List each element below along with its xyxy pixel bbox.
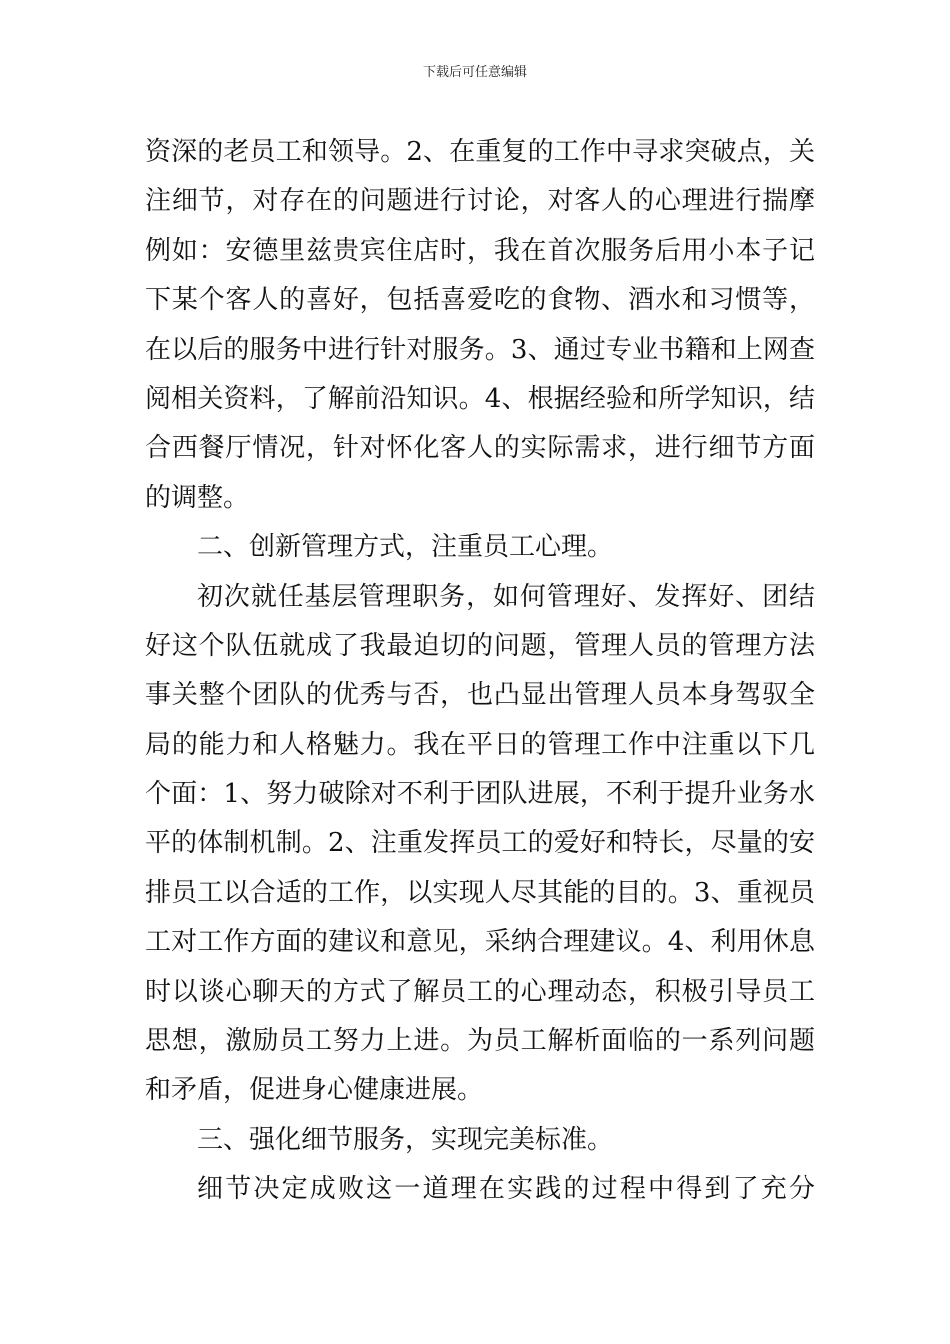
- text-line: 个面：1、努力破除对不利于团队进展，不利于提升业务水: [145, 779, 815, 810]
- page-header: 下载后可任意编辑: [422, 65, 527, 80]
- text-line: 合西餐厅情况，针对怀化客人的实际需求，进行细节方面: [145, 433, 815, 464]
- text-line: 初次就任基层管理职务，如何管理好、发挥好、团结: [197, 581, 815, 612]
- document-body: [145, 128, 815, 1215]
- text-line: 在以后的服务中进行针对服务。3、通过专业书籍和上网查: [145, 334, 815, 365]
- text-line: 时以谈心聊天的方式了解员工的心理动态，积极引导员工: [145, 976, 815, 1007]
- text-line: 工对工作方面的建议和意见，采纳合理建议。4、利用休息: [145, 927, 815, 958]
- text-line: 注细节，对存在的问题进行讨论，对客人的心理进行揣摩: [145, 186, 815, 217]
- text-line: 细节决定成败这一道理在实践的过程中得到了充分: [197, 1174, 815, 1205]
- text-line: 资深的老员工和领导。2、在重复的工作中寻求突破点，关: [145, 137, 815, 167]
- text-line: 排员工以合适的工作，以实现人尽其能的目的。3、重视员: [145, 877, 815, 908]
- section-heading: 三、强化细节服务，实现完美标准。: [197, 1124, 614, 1155]
- section-heading: 二、创新管理方式，注重员工心理。: [197, 532, 614, 563]
- text-line: 的调整。: [145, 482, 250, 513]
- text-line: 下某个客人的喜好，包括喜爱吃的食物、酒水和习惯等，: [145, 285, 815, 316]
- text-line: 好这个队伍就成了我最迫切的问题，管理人员的管理方法: [145, 630, 815, 661]
- text-line: 阅相关资料，了解前沿知识。4、根据经验和所学知识，结: [145, 383, 815, 414]
- text-line: 思想，激励员工努力上进。为员工解析面临的一系列问题: [145, 1026, 815, 1057]
- text-line: 和矛盾，促进身心健康进展。: [145, 1075, 484, 1106]
- text-line: 事关整个团队的优秀与否，也凸显出管理人员本身驾驭全: [145, 680, 815, 711]
- text-line: 局的能力和人格魅力。我在平日的管理工作中注重以下几: [145, 729, 815, 760]
- text-line: 例如：安德里兹贵宾住店时，我在首次服务后用小本子记: [145, 235, 815, 266]
- text-line: 平的体制机制。2、注重发挥员工的爱好和特长，尽量的安: [145, 828, 815, 859]
